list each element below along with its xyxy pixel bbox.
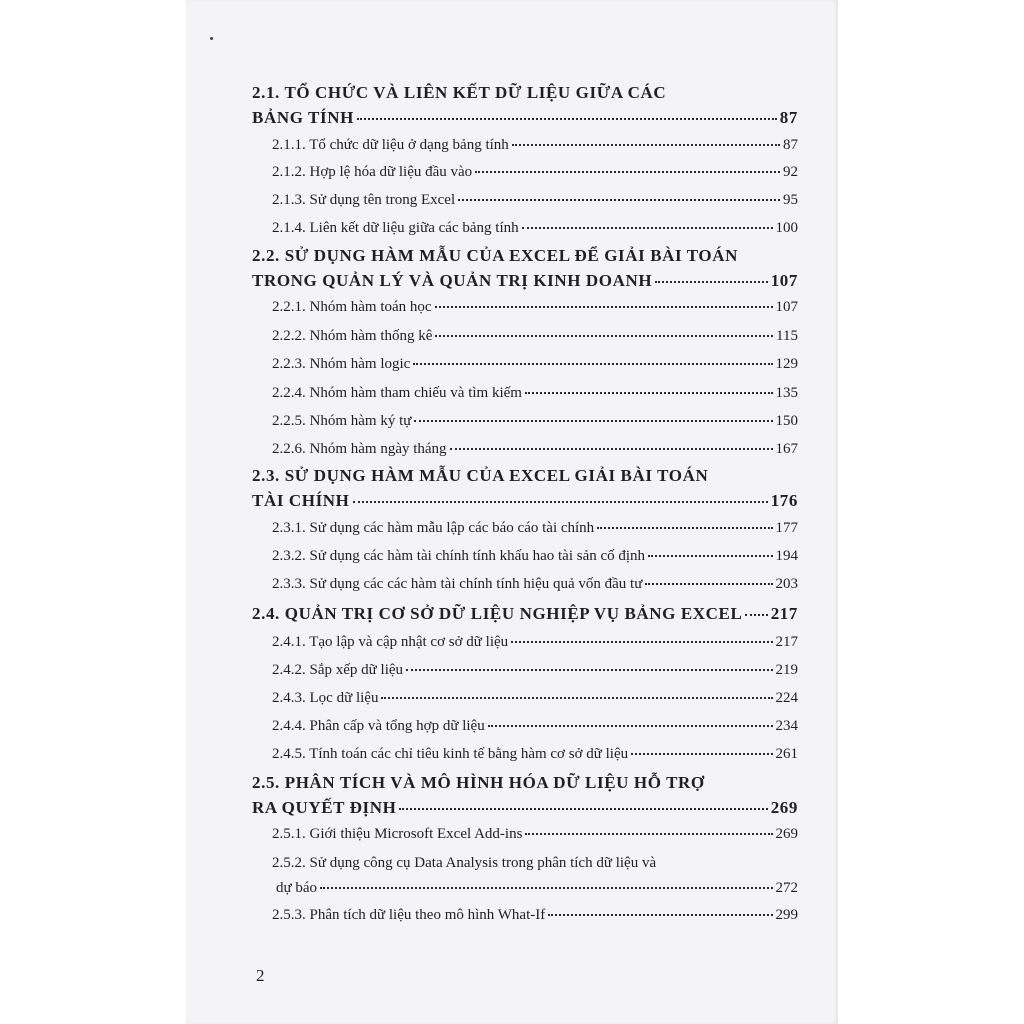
- toc-entry-2-1-2[interactable]: 2.1.2. Hợp lệ hóa dữ liệu đầu vào 92: [272, 164, 798, 180]
- toc-entry-2-2-5[interactable]: 2.2.5. Nhóm hàm ký tự 150: [272, 413, 798, 429]
- toc-section-2-4[interactable]: 2.4. QUẢN TRỊ CƠ SỞ DỮ LIỆU NGHIỆP VỤ BẢNG EXCEL 217: [252, 604, 798, 623]
- toc-entry-2-4-4[interactable]: 2.4.4. Phân cấp và tổng hợp dữ liệu 234: [272, 718, 798, 734]
- toc-entry-2-3-1[interactable]: 2.3.1. Sử dụng các hàm mẫu lập các báo cáo tài chính 177: [272, 520, 798, 536]
- toc-section-2-3-title: 2.3. SỬ DỤNG HÀM MẪU CỦA EXCEL GIẢI BÀI TOÁN: [252, 466, 709, 485]
- toc-entry-2-2-2[interactable]: 2.2.2. Nhóm hàm thống kê 115: [272, 328, 798, 344]
- toc-entry-2-1-3[interactable]: 2.1.3. Sử dụng tên trong Excel 95: [272, 192, 798, 208]
- toc-section-2-3[interactable]: TÀI CHÍNH 176: [252, 491, 798, 510]
- toc-entry-2-2-4[interactable]: 2.2.4. Nhóm hàm tham chiếu và tìm kiếm 135: [272, 385, 798, 401]
- toc-section-2-1-title: 2.1. TỔ CHỨC VÀ LIÊN KẾT DỮ LIỆU GIỮA CÁC: [252, 83, 667, 102]
- toc-entry-2-1-1[interactable]: 2.1.1. Tổ chức dữ liệu ở dạng bảng tính 87: [272, 137, 798, 153]
- page-number: 2: [256, 966, 265, 985]
- dot-leader: [357, 118, 777, 120]
- toc-entry-2-4-2[interactable]: 2.4.2. Sắp xếp dữ liệu 219: [272, 662, 798, 678]
- toc-section-2-2-title: 2.2. SỬ DỤNG HÀM MẪU CỦA EXCEL ĐỂ GIẢI BÀI TOÁN: [252, 246, 738, 265]
- toc-section-2-5-title: 2.5. PHÂN TÍCH VÀ MÔ HÌNH HÓA DỮ LIỆU HỖ TRỢ: [252, 773, 705, 792]
- toc-section-2-5[interactable]: RA QUYẾT ĐỊNH 269: [252, 798, 798, 817]
- toc-entry-2-4-5[interactable]: 2.4.5. Tính toán các chỉ tiêu kinh tế bằng hàm cơ sở dữ liệu 261: [272, 746, 798, 762]
- toc-section-2-1[interactable]: [252, 108, 798, 128]
- toc-entry-2-2-1[interactable]: 2.2.1. Nhóm hàm toán học 107: [272, 299, 798, 315]
- toc-entry-2-4-3[interactable]: 2.4.3. Lọc dữ liệu 224: [272, 690, 798, 706]
- toc-entry-2-3-2[interactable]: 2.3.2. Sử dụng các hàm tài chính tính khấu hao tài sản cố định 194: [272, 548, 798, 564]
- toc-entry-2-5-2-title: 2.5.2. Sử dụng công cụ Data Analysis trong phân tích dữ liệu và: [272, 855, 657, 871]
- toc-entry-2-5-2[interactable]: dự báo 272: [276, 880, 798, 896]
- toc-entry-2-3-3[interactable]: 2.3.3. Sử dụng các các hàm tài chính tính hiệu quả vốn đầu tư 203: [272, 576, 798, 592]
- toc-page-number: 87: [779, 108, 798, 127]
- toc-section-2-2[interactable]: TRONG QUẢN LÝ VÀ QUẢN TRỊ KINH DOANH 107: [252, 271, 798, 290]
- toc-entry-2-5-1[interactable]: 2.5.1. Giới thiệu Microsoft Excel Add-ins 269: [272, 826, 798, 842]
- toc-entry-title: BẢNG TÍNH: [252, 108, 354, 127]
- toc-entry-2-1-4[interactable]: 2.1.4. Liên kết dữ liệu giữa các bảng tính 100: [272, 220, 798, 236]
- toc-entry-2-4-1[interactable]: 2.4.1. Tạo lập và cập nhật cơ sở dữ liệu 217: [272, 634, 798, 650]
- toc-entry-2-2-6[interactable]: 2.2.6. Nhóm hàm ngày tháng 167: [272, 441, 798, 457]
- toc-entry-2-5-3[interactable]: 2.5.3. Phân tích dữ liệu theo mô hình What-If 299: [272, 907, 798, 923]
- toc-entry-2-2-3[interactable]: 2.2.3. Nhóm hàm logic 129: [272, 356, 798, 372]
